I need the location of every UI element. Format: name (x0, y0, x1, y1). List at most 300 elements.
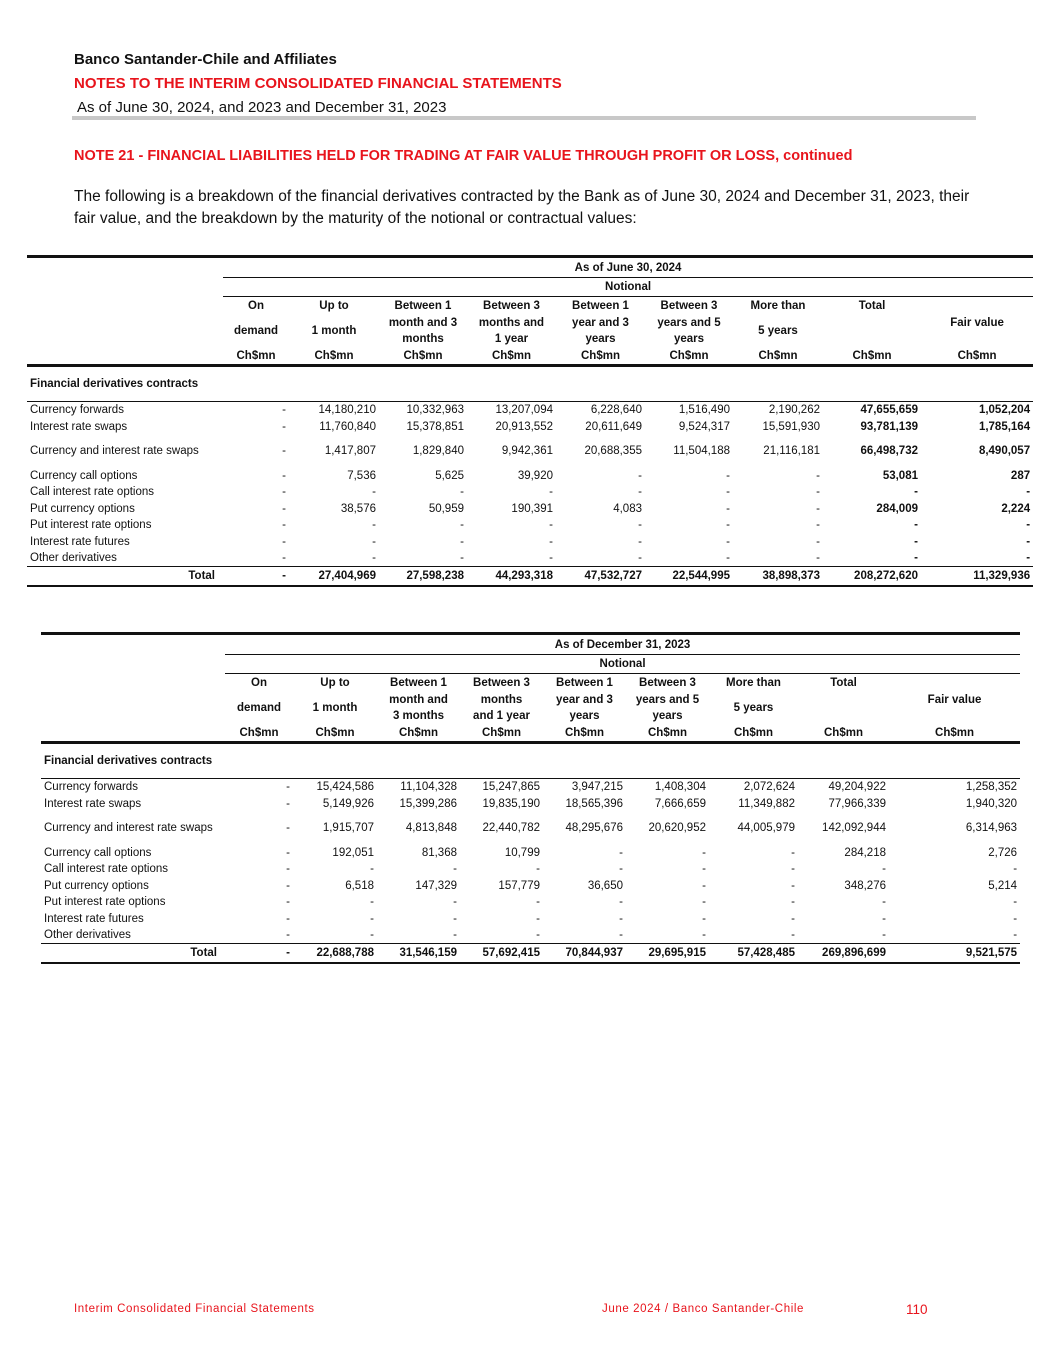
table-cell: - (282, 469, 286, 482)
table-cell: - (816, 535, 820, 548)
row-label: Currency call options (30, 469, 138, 482)
table-cell: - (619, 912, 623, 925)
table-cell: 36,650 (587, 879, 623, 892)
row-label: Currency call options (44, 846, 152, 859)
column-unit: Ch$mn (293, 724, 377, 743)
column-unit: Ch$mn (379, 347, 467, 366)
table-cell: - (453, 928, 457, 941)
table-row (27, 501, 1033, 517)
table-cell: - (372, 535, 376, 548)
table-cell: 53,081 (882, 469, 918, 482)
column-header: Between 1 (379, 297, 467, 316)
column-header-line: years and 5 (657, 317, 721, 329)
table-cell: - (549, 519, 553, 532)
row-label: Currency forwards (44, 781, 138, 794)
table-cell: 6,314,963 (965, 822, 1018, 835)
table-cell: - (282, 519, 286, 532)
fair-value-unit: Ch$mn (921, 347, 1033, 366)
total-cell: 57,428,485 (709, 944, 798, 964)
table-cell: - (638, 519, 642, 532)
table-cell: 20,688,355 (584, 445, 642, 458)
table-cell: - (914, 535, 918, 548)
table-cell: 18,565,396 (565, 797, 623, 810)
table-cell: - (914, 551, 918, 564)
column-header-line: month and (389, 694, 448, 706)
row-label: Interest rate swaps (44, 797, 142, 810)
table-cell: - (882, 896, 886, 909)
fair-value-header: Fair value (950, 317, 1004, 329)
table-cell: - (549, 535, 553, 548)
table-cell: - (638, 486, 642, 499)
table-cell: 6,518 (345, 879, 374, 892)
column-header: More than (709, 674, 798, 693)
table-cell: - (460, 486, 464, 499)
column-unit: Ch$mn (377, 724, 460, 743)
table-cell: 1,408,304 (654, 781, 706, 794)
column-header-line: year and 3 (556, 694, 613, 706)
column-header (543, 692, 626, 724)
column-unit: Ch$mn (733, 347, 823, 366)
table-cell: - (914, 519, 918, 532)
table-cell: - (282, 535, 286, 548)
table-cell: 50,959 (428, 502, 464, 515)
table-cell: - (702, 879, 706, 892)
table-row (27, 435, 1033, 468)
column-header: Between 3 (460, 674, 543, 693)
table-cell: - (370, 896, 374, 909)
table-cell: 14,180,210 (318, 404, 376, 417)
table-cell: - (791, 912, 795, 925)
table-cell: - (536, 863, 540, 876)
table-cell: - (282, 551, 286, 564)
notes-title: NOTES TO THE INTERIM CONSOLIDATED FINANCIAL STATEMENTS (74, 75, 562, 92)
column-unit: Ch$mn (798, 724, 889, 743)
table-cell: - (1013, 863, 1018, 876)
column-header: Between 1 (377, 674, 460, 693)
column-header: 1 month (311, 325, 357, 337)
column-header: demand (236, 702, 282, 714)
total-cell: 57,692,415 (460, 944, 543, 964)
table-cell: 49,204,922 (828, 781, 886, 794)
column-header-line: years (585, 333, 616, 345)
table-cell: 11,349,882 (738, 797, 795, 810)
table-cell: 15,399,286 (399, 797, 457, 810)
table-cell: - (460, 535, 464, 548)
table-cell: - (370, 912, 374, 925)
table-row (41, 795, 1020, 811)
table-cell: - (372, 486, 376, 499)
row-label: Put interest rate options (30, 519, 152, 532)
row-label: Currency and interest rate swaps (30, 445, 199, 458)
table-cell: 6,228,640 (590, 404, 642, 417)
column-header: 5 years (758, 325, 798, 337)
table-cell: - (726, 486, 730, 499)
column-header (460, 692, 543, 724)
column-unit: Ch$mn (709, 724, 798, 743)
row-label: Interest rate swaps (30, 420, 128, 433)
section-label: Financial derivatives contracts (41, 743, 225, 779)
notional-heading: Notional (223, 278, 1033, 297)
table-cell: 1,417,807 (324, 445, 376, 458)
header-divider (72, 116, 976, 120)
table-cell: - (453, 896, 457, 909)
footer-middle: June 2024 / Banco Santander-Chile (602, 1303, 805, 1315)
table-cell: 15,591,930 (762, 420, 820, 433)
table-cell: - (619, 928, 623, 941)
table-cell: 10,332,963 (406, 404, 464, 417)
section-label: Financial derivatives contracts (27, 366, 223, 402)
total-label: Total (27, 567, 223, 587)
table-cell: - (282, 486, 286, 499)
column-unit: Ch$mn (223, 347, 289, 366)
table-cell: 11,104,328 (400, 781, 457, 794)
table-cell: 1,940,320 (965, 797, 1018, 810)
table-cell: - (726, 551, 730, 564)
total-cell: - (225, 944, 293, 964)
table-row (27, 418, 1033, 434)
table-cell: - (549, 486, 553, 499)
table-cell: - (702, 896, 706, 909)
table-cell: 81,368 (421, 846, 457, 859)
table-cell: - (1013, 928, 1018, 941)
total-cell: 27,598,238 (379, 567, 467, 587)
page-number: 110 (906, 1302, 928, 1317)
column-header: Between 1 (556, 297, 645, 316)
as-of-date: As of June 30, 2024, and 2023 and December 31, 2023 (77, 99, 447, 116)
table-row (27, 468, 1033, 484)
table-cell: 190,391 (511, 502, 553, 515)
column-header-line: years (673, 333, 705, 345)
table-cell: - (286, 912, 290, 925)
table-cell: 3,947,215 (571, 781, 623, 794)
table-cell: 8,490,057 (978, 445, 1031, 458)
column-header: Total (798, 674, 889, 693)
table-cell: 22,440,782 (482, 822, 540, 835)
table-cell: 5,214 (988, 879, 1018, 892)
column-header: 1 month (312, 702, 358, 714)
table-cell: - (882, 912, 886, 925)
column-unit: Ch$mn (626, 724, 709, 743)
column-header (626, 692, 709, 724)
table-cell: 147,329 (415, 879, 457, 892)
table-cell: - (619, 846, 623, 859)
total-cell: 47,532,727 (556, 567, 645, 587)
table-cell: - (726, 519, 730, 532)
footer-left: Interim Consolidated Financial Statements (74, 1303, 315, 1315)
company-name: Banco Santander-Chile and Affiliates (74, 51, 337, 68)
column-header: On (223, 297, 289, 316)
table-cell: - (286, 896, 290, 909)
table-cell: 44,005,979 (737, 822, 795, 835)
period-heading: As of June 30, 2024 (223, 257, 1033, 278)
table-cell: - (619, 896, 623, 909)
table-cell: 1,258,352 (965, 781, 1018, 794)
table-cell: - (282, 420, 286, 433)
table-cell: - (286, 822, 290, 835)
column-header-line: and 1 year (473, 710, 530, 722)
table-cell: - (536, 896, 540, 909)
total-cell: 27,404,969 (289, 567, 379, 587)
table-row (41, 812, 1020, 845)
table-cell: - (460, 519, 464, 532)
column-header: Between 3 (645, 297, 733, 316)
table-cell: 38,576 (340, 502, 376, 515)
total-row (41, 944, 1020, 964)
period-heading: As of December 31, 2023 (225, 634, 1020, 655)
table-cell: 21,116,181 (763, 445, 820, 458)
table-cell: - (726, 469, 730, 482)
table-cell: - (372, 519, 376, 532)
table-cell: - (702, 912, 706, 925)
column-header: Up to (293, 674, 377, 693)
table-cell: 93,781,139 (860, 420, 918, 433)
table-cell: - (791, 879, 795, 892)
table-cell: 11,760,840 (319, 420, 376, 433)
column-header-line: months (402, 333, 444, 345)
table-cell: - (536, 912, 540, 925)
table-cell: 5,625 (435, 469, 464, 482)
column-unit: Ch$mn (556, 347, 645, 366)
column-header-line: year and 3 (572, 317, 629, 329)
note-title: NOTE 21 - FINANCIAL LIABILITIES HELD FOR TRADING AT FAIR VALUE THROUGH PROFIT OR LOSS, continued (74, 148, 853, 164)
column-header (379, 315, 467, 347)
total-cell: 22,688,788 (293, 944, 377, 964)
column-header (645, 315, 733, 347)
table-cell: 2,224 (1001, 502, 1031, 515)
table-row (41, 910, 1020, 926)
column-header-line: month and 3 (388, 317, 458, 329)
table-cell: - (638, 551, 642, 564)
derivatives-table-2023 (41, 632, 1020, 964)
column-header (556, 315, 645, 347)
intro-paragraph: The following is a breakdown of the financial derivatives contracted by the Bank as of June 30, 2024 and December 31, 2023, their fair value, and the breakdown by the maturity of the notional or contractual values: (74, 188, 970, 227)
table-cell: 20,611,649 (585, 420, 642, 433)
table-cell: 39,920 (517, 469, 553, 482)
table-cell: - (286, 879, 290, 892)
table-row (27, 402, 1033, 419)
table-cell: - (816, 502, 820, 515)
table-cell: - (726, 535, 730, 548)
table-cell: - (1026, 519, 1031, 532)
table-cell: - (1013, 896, 1018, 909)
row-label: Currency and interest rate swaps (44, 822, 213, 835)
table-cell: - (286, 928, 290, 941)
table-cell: 20,913,552 (495, 420, 553, 433)
notional-heading: Notional (225, 655, 1020, 674)
column-header (377, 692, 460, 724)
table-cell: 287 (1010, 469, 1031, 482)
total-label: Total (41, 944, 225, 964)
column-header-line: years (569, 710, 600, 722)
row-label: Interest rate futures (44, 912, 144, 925)
table-cell: - (882, 928, 886, 941)
table-row (27, 484, 1033, 500)
table-cell: - (1013, 912, 1018, 925)
table-row (41, 845, 1020, 861)
table-row (27, 550, 1033, 567)
table-cell: - (286, 781, 290, 794)
table-cell: 15,424,586 (316, 781, 374, 794)
table-cell: 4,813,848 (405, 822, 457, 835)
fair-value-header: Fair value (927, 694, 982, 706)
table-cell: - (1026, 486, 1031, 499)
row-label: Currency forwards (30, 404, 124, 417)
table-cell: 192,051 (332, 846, 374, 859)
table-cell: 9,942,361 (501, 445, 553, 458)
total-cell: 29,695,915 (626, 944, 709, 964)
table-cell: 2,190,262 (768, 404, 820, 417)
table-cell: - (282, 445, 286, 458)
table-row (41, 927, 1020, 944)
table-cell: - (882, 863, 886, 876)
total-cell: 9,521,575 (889, 944, 1020, 964)
table-cell: - (816, 486, 820, 499)
column-header: Between 3 (467, 297, 556, 316)
table-cell: - (282, 404, 286, 417)
fair-value-unit: Ch$mn (889, 724, 1020, 743)
table-cell: 142,092,944 (822, 822, 886, 835)
table-cell: 1,829,840 (412, 445, 464, 458)
table-cell: 2,726 (988, 846, 1018, 859)
table-row (41, 878, 1020, 894)
table-cell: - (816, 551, 820, 564)
total-cell: 22,544,995 (645, 567, 733, 587)
table-cell: 284,218 (844, 846, 886, 859)
row-label: Interest rate futures (30, 535, 130, 548)
row-label: Other derivatives (44, 928, 131, 941)
column-header: Between 3 (626, 674, 709, 693)
table-cell: - (726, 502, 730, 515)
table-cell: - (702, 863, 706, 876)
table-cell: 284,009 (876, 502, 918, 515)
table-cell: 7,536 (347, 469, 376, 482)
table-cell: 1,052,204 (978, 404, 1031, 417)
column-unit: Ch$mn (289, 347, 379, 366)
table-cell: - (791, 896, 795, 909)
total-cell: 208,272,620 (823, 567, 921, 587)
table-cell: 66,498,732 (860, 445, 918, 458)
table-cell: - (914, 486, 918, 499)
column-header: Between 1 (543, 674, 626, 693)
column-unit: Ch$mn (645, 347, 733, 366)
column-header: On (225, 674, 293, 693)
table-cell: - (282, 502, 286, 515)
table-cell: - (370, 928, 374, 941)
table-cell: 19,835,190 (482, 797, 540, 810)
table-cell: - (286, 846, 290, 859)
table-cell: - (702, 846, 706, 859)
column-header: Up to (289, 297, 379, 316)
table-cell: 13,207,094 (495, 404, 553, 417)
table-cell: - (638, 469, 642, 482)
table-row (41, 894, 1020, 910)
total-cell: 38,898,373 (733, 567, 823, 587)
table-cell: 9,524,317 (678, 420, 730, 433)
table-cell: - (619, 863, 623, 876)
column-header: demand (233, 325, 279, 337)
table-cell: 348,276 (844, 879, 886, 892)
table-cell: - (536, 928, 540, 941)
table-cell: - (791, 928, 795, 941)
column-unit: Ch$mn (225, 724, 293, 743)
row-label: Other derivatives (30, 551, 117, 564)
table-cell: 1,516,490 (678, 404, 730, 417)
row-label: Put currency options (30, 502, 135, 515)
table-cell: - (460, 551, 464, 564)
table-cell: - (816, 469, 820, 482)
table-row (41, 861, 1020, 877)
table-row (27, 533, 1033, 549)
row-label: Call interest rate options (30, 486, 155, 499)
table-cell: 5,149,926 (322, 797, 374, 810)
column-header-line: months and (478, 317, 545, 329)
total-cell: 44,293,318 (467, 567, 556, 587)
table-cell: - (816, 519, 820, 532)
table-cell: 1,785,164 (978, 420, 1031, 433)
table-cell: 11,504,188 (673, 445, 730, 458)
row-label: Put interest rate options (44, 896, 166, 909)
total-cell: 31,546,159 (377, 944, 460, 964)
table-cell: - (791, 863, 795, 876)
total-cell: 70,844,937 (543, 944, 626, 964)
table-cell: - (1026, 535, 1031, 548)
table-cell: - (1026, 551, 1031, 564)
column-header-line: months (480, 694, 523, 706)
table-cell: 15,378,851 (406, 420, 464, 433)
total-row (27, 567, 1033, 587)
table-row (41, 779, 1020, 796)
column-unit: Ch$mn (543, 724, 626, 743)
table-cell: - (372, 551, 376, 564)
table-cell: 47,655,659 (860, 404, 918, 417)
table-cell: 2,072,624 (743, 781, 795, 794)
table-cell: - (702, 928, 706, 941)
total-cell: - (223, 567, 289, 587)
table-cell: - (549, 551, 553, 564)
column-header-line: years and 5 (635, 694, 700, 706)
total-cell: 11,329,936 (921, 567, 1033, 587)
column-header: More than (733, 297, 823, 316)
column-unit: Ch$mn (460, 724, 543, 743)
total-cell: 269,896,699 (798, 944, 889, 964)
table-cell: 7,666,659 (654, 797, 706, 810)
column-unit: Ch$mn (823, 347, 921, 366)
table-row (27, 517, 1033, 533)
table-cell: 157,779 (498, 879, 540, 892)
derivatives-table-2024 (27, 255, 1033, 587)
row-label: Call interest rate options (44, 863, 169, 876)
column-header: 5 years (733, 702, 774, 714)
table-cell: - (453, 912, 457, 925)
column-header-line: 3 months (392, 710, 445, 722)
table-cell: 1,915,707 (322, 822, 374, 835)
table-cell: - (370, 863, 374, 876)
column-unit: Ch$mn (467, 347, 556, 366)
table-cell: 15,247,865 (482, 781, 540, 794)
table-cell: - (286, 863, 290, 876)
column-header-line: 1 year (494, 333, 529, 345)
table-cell: - (453, 863, 457, 876)
table-cell: - (638, 535, 642, 548)
table-cell: 48,295,676 (565, 822, 623, 835)
table-cell: 20,620,952 (648, 822, 706, 835)
column-header-line: years (652, 710, 683, 722)
table-cell: - (791, 846, 795, 859)
table-cell: 10,799 (504, 846, 540, 859)
table-cell: 4,083 (613, 502, 642, 515)
column-header: Total (823, 297, 921, 316)
column-header (467, 315, 556, 347)
